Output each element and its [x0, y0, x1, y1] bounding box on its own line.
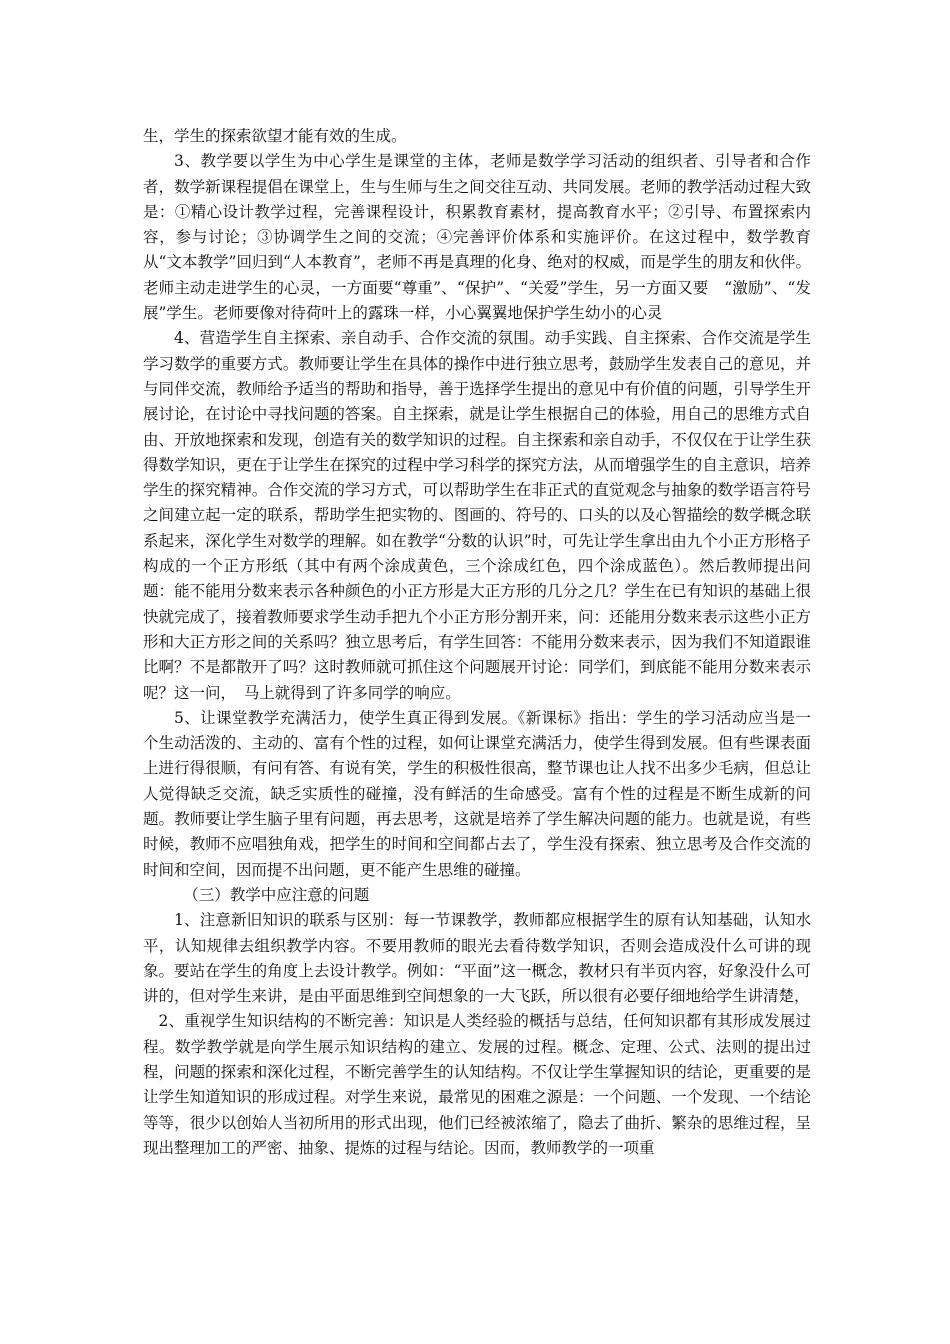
document-body [143, 124, 811, 1161]
paragraph-point-5: 5、让课堂教学充满活力，使学生真正得到发展。《新课标》指出：学生的学习活动应当是一个生动活泼的、主动的、富有个性的过程，如何让课堂充满活力，使学生得到发展。但有些课表面上进行得很顺，有问有答、有说有笑，学生的积极性很高，整节课也让人找不出多少毛病，但总让人觉得缺乏交流，缺乏实质性的碰撞，没有鲜活的生命感受。富有个性的过程是不断生成新的问题。教师要让学生脑子里有问题，再去思考，这就是培养了学生解决问题的能力。也就是说，有些时候，教师不应唱独角戏，把学生的时间和空间都占去了，学生没有探索、独立思考及合作交流的时间和空间，因而提不出问题，更不能产生思维的碰撞。 [143, 708, 811, 879]
paragraph-issue-1: 1、注意新旧知识的联系与区别：每一节课教学，教师都应根据学生的原有认知基础，认知水平，认知规律去组织教学内容。不要用教师的眼光去看待数学知识，否则会造成没什么可讲的现象。要站在学生的角度上去设计教学。例如：“平面”这一概念，教材只有半页内容，好象没什么可讲的，但对学生来讲，是由平面思维到空间想象的一大飞跃，所以很有必要仔细地给学生讲清楚， [143, 911, 811, 1006]
paragraph-point-4: 4、营造学生自主探索、亲自动手、合作交流的氛围。动手实践、自主探索、合作交流是学生学习数学的重要方式。教师要让学生在具体的操作中进行独立思考，鼓励学生发表自己的意见，并与同伴交流，教师给予适当的帮助和指导，善于选择学生提出的意见中有价值的问题，引导学生开展讨论，在讨论中寻找问题的答案。自主探索，就是让学生根据自己的体验，用自己的思维方式自由、开放地探索和发现，创造有关的数学知识的过程。自主探索和亲自动手，不仅仅在于让学生获得数学知识，更在于让学生在探究的过程中学习科学的探究方法，从而增强学生的自主意识，培养学生的探究精神。合作交流的学习方式，可以帮助学生在非正式的直觉观念与抽象的数学语言符号之间建立起一定的联系，帮助学生把实物的、图画的、符号的、口头的以及心智描绘的数学概念联系起来，深化学生对数学的理解。如在教学“分数的认识”时，可先让学生拿出由九个小正方形格子构成的一个正方形纸（其中有两个涂成黄色，三个涂成红色，四个涂成蓝色）。然后教师提出问题：能不能用分数来表示各种颜色的小正方形是大正方形的几分之几？学生在已有知识的基础上很快就完成了，接着教师要求学生动手把九个小正方形分割开来，问：还能用分数来表示这些小正方形和大正方形之间的关系吗？独立思考后，有学生回答：不能用分数来表示，因为我们不知道跟谁比啊？不是都散开了吗？这时教师就可抓住这个问题展开讨论：同学们，到底能不能用分数来表示呢？这一问， 马上就得到了许多同学的响应。 [143, 329, 811, 702]
paragraph-continuation: 生，学生的探索欲望才能有效的生成。 [143, 127, 407, 145]
paragraph-issue-2: 2、重视学生知识结构的不断完善：知识是人类经验的概括与总结，任何知识都有其形成发展过程。数学教学就是向学生展示知识结构的建立、发展的过程。概念、定理、公式、法则的提出过程，问题的探索和深化过程，不断完善学生的认知结构。不仅让学生掌握知识的结论，更重要的是让学生知道知识的形成过程。对学生来说，最常见的困难之源是：一个问题、一个发现、一个结论等等，很少以创始人当初所用的形式出现，他们已经被浓缩了，隐去了曲折、繁杂的思维过程，呈现出整理加工的严密、抽象、提炼的过程与结论。因而，教师教学的一项重 [143, 1012, 811, 1157]
section-heading: （三）教学中应注意的问题 [183, 885, 370, 904]
paragraph-point-3: 3、教学要以学生为中心学生是课堂的主体，老师是数学学习活动的组织者、引导者和合作者，数学新课程提倡在课堂上，生与生师与生之间交往互动、共同发展。老师的教学活动过程大致是：①精心设计教学过程，完善课程设计，积累教育素材，提高教育水平；②引导、布置探索内容，参与讨论；③协调学生之间的交流；④完善评价体系和实施评价。在这过程中，数学教育从“文本教学”回归到“人本教育”，老师不再是真理的化身、绝对的权威，而是学生的朋友和伙伴。老师主动走进学生的心灵，一方面要“尊重”、“保护”、“关爱”学生，另一方面又要 “激励”、“发展”学生。老师要像对待荷叶上的露珠一样，小心翼翼地保护学生幼小的心灵 [143, 152, 811, 323]
